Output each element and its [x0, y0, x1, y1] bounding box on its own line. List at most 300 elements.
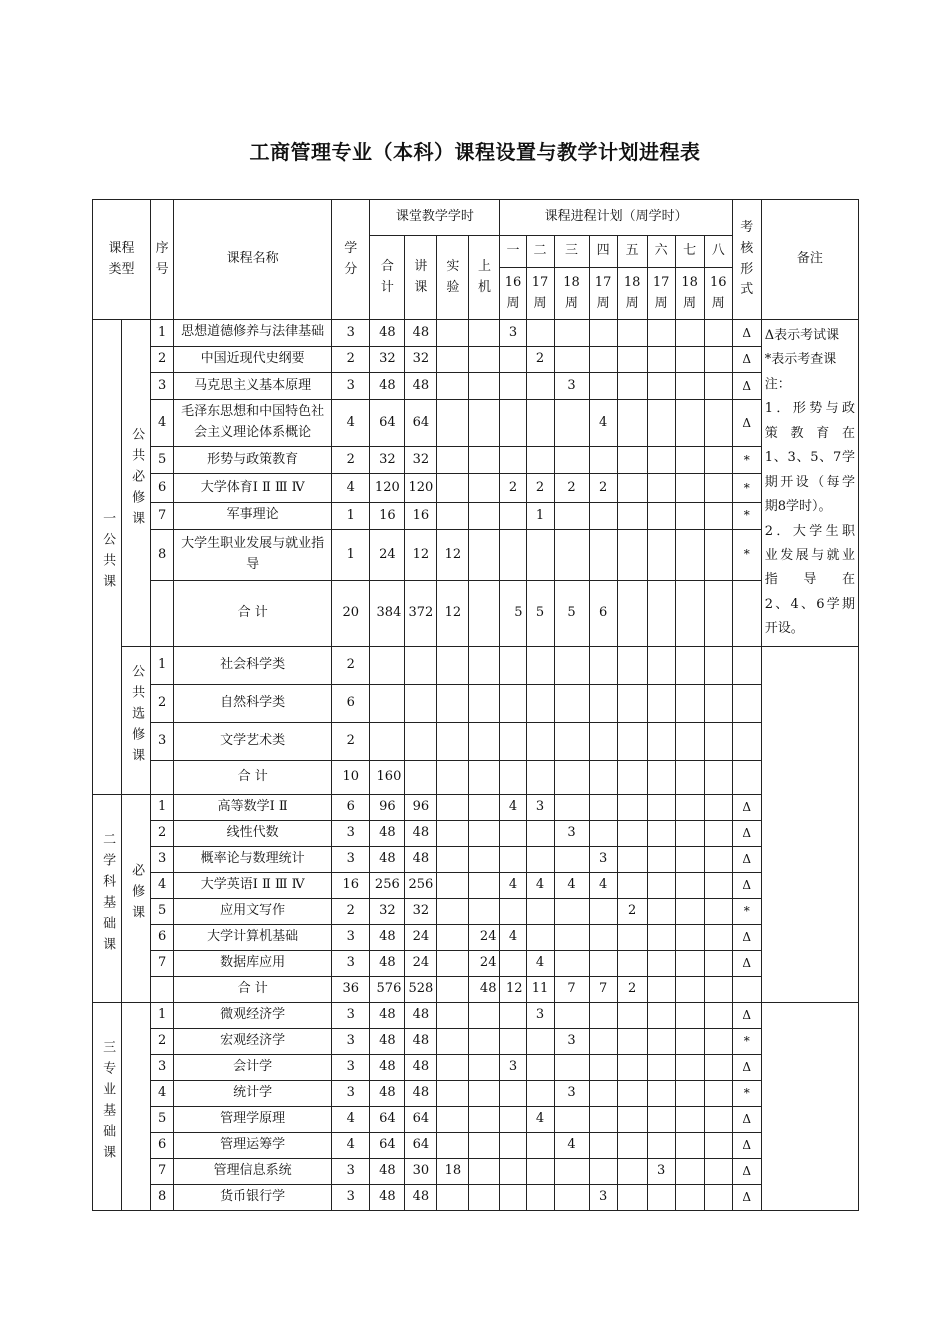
semester-hours-cell	[704, 320, 732, 347]
semester-hours-cell	[589, 760, 617, 794]
hours-computer-cell	[469, 1158, 500, 1184]
semester-hours-cell	[647, 924, 675, 950]
semester-hours-cell	[554, 502, 589, 529]
hours-lab-cell	[437, 1184, 469, 1210]
semester-hours-cell	[647, 646, 675, 684]
subtotal-row	[93, 580, 859, 646]
credit-cell: 36	[332, 976, 370, 1002]
semester-hours-cell	[617, 820, 647, 846]
sub-public-elective: 公共选修课	[122, 646, 151, 794]
semester-hours-cell	[500, 722, 526, 760]
credit-cell: 3	[332, 846, 370, 872]
hours-total-cell: 64	[370, 1132, 405, 1158]
group-discipline-basic: 二学科基础课	[93, 794, 122, 1002]
hours-computer-cell	[469, 898, 500, 924]
semester-hours-cell	[554, 684, 589, 722]
semester-hours-cell	[704, 400, 732, 447]
sub-blank	[122, 1002, 151, 1210]
semester-hours-cell	[675, 502, 704, 529]
seq-cell: 6	[151, 1132, 174, 1158]
header-course-type: 课程类型	[93, 200, 151, 320]
course-name-cell: 会计学	[174, 1054, 332, 1080]
seq-cell: 2	[151, 1028, 174, 1054]
table-row	[93, 320, 859, 347]
table-row	[93, 646, 859, 684]
semester-hours-cell	[617, 400, 647, 447]
semester-hours-cell	[589, 924, 617, 950]
semester-hours-cell	[554, 447, 589, 474]
seq-cell: 1	[151, 794, 174, 820]
semester-hours-cell	[647, 502, 675, 529]
seq-cell	[151, 580, 174, 646]
semester-hours-cell	[589, 684, 617, 722]
course-name-cell: 大学体育Ⅰ Ⅱ Ⅲ Ⅳ	[174, 474, 332, 503]
semester-hours-cell	[526, 898, 554, 924]
semester-hours-cell: 3	[554, 1080, 589, 1106]
semester-hours-cell	[526, 722, 554, 760]
exam-form-cell: *	[732, 447, 761, 474]
semester-hours-cell	[647, 373, 675, 400]
credit-cell: 3	[332, 320, 370, 347]
semester-hours-cell	[589, 1158, 617, 1184]
semester-hours-cell	[647, 1028, 675, 1054]
semester-hours-cell	[675, 1054, 704, 1080]
exam-form-cell: *	[732, 1028, 761, 1054]
semester-hours-cell	[617, 320, 647, 347]
hours-total-cell: 48	[370, 320, 405, 347]
hours-lecture-cell: 12	[405, 529, 437, 580]
semester-hours-cell	[675, 1080, 704, 1106]
hours-lab-cell: 18	[437, 1158, 469, 1184]
semester-hours-cell	[589, 950, 617, 976]
course-name-cell: 管理学原理	[174, 1106, 332, 1132]
hours-lab-cell	[437, 346, 469, 373]
semester-hours-cell	[675, 1002, 704, 1028]
credit-cell: 2	[332, 447, 370, 474]
hours-lecture-cell: 24	[405, 950, 437, 976]
semester-hours-cell	[647, 950, 675, 976]
hours-lab-cell: 12	[437, 580, 469, 646]
hours-computer-cell	[469, 474, 500, 503]
semester-hours-cell	[675, 447, 704, 474]
course-name-cell: 应用文写作	[174, 898, 332, 924]
semester-hours-cell: 3	[526, 794, 554, 820]
hours-total-cell: 16	[370, 502, 405, 529]
semester-hours-cell	[526, 1080, 554, 1106]
table-row	[93, 502, 859, 529]
hours-lab-cell	[437, 474, 469, 503]
semester-hours-cell	[704, 684, 732, 722]
hours-computer-cell	[469, 846, 500, 872]
header-semester: 二	[526, 236, 554, 268]
exam-form-cell: Δ	[732, 794, 761, 820]
semester-hours-cell	[647, 820, 675, 846]
semester-hours-cell: 1	[526, 502, 554, 529]
semester-hours-cell	[554, 1158, 589, 1184]
exam-form-cell: Δ	[732, 1054, 761, 1080]
hours-total-cell: 48	[370, 1054, 405, 1080]
course-name-cell: 管理信息系统	[174, 1158, 332, 1184]
course-name-cell: 概率论与数理统计	[174, 846, 332, 872]
semester-hours-cell	[526, 1028, 554, 1054]
credit-cell: 4	[332, 1106, 370, 1132]
semester-hours-cell	[617, 447, 647, 474]
hours-total-cell: 32	[370, 447, 405, 474]
semester-hours-cell	[647, 898, 675, 924]
hours-computer-cell	[469, 820, 500, 846]
hours-computer-cell	[469, 1028, 500, 1054]
semester-hours-cell	[675, 924, 704, 950]
hours-lecture-cell: 32	[405, 898, 437, 924]
exam-form-cell: Δ	[732, 1184, 761, 1210]
hours-lab-cell	[437, 684, 469, 722]
semester-hours-cell	[675, 529, 704, 580]
semester-hours-cell	[500, 1028, 526, 1054]
table-row	[93, 684, 859, 722]
semester-hours-cell	[500, 502, 526, 529]
exam-form-cell: Δ	[732, 400, 761, 447]
hours-lab-cell: 12	[437, 529, 469, 580]
semester-hours-cell: 2	[617, 976, 647, 1002]
hours-total-cell: 120	[370, 474, 405, 503]
remark-line: 1、3、5、7学	[764, 450, 855, 466]
semester-hours-cell	[617, 529, 647, 580]
header-class-hours: 课堂教学学时	[370, 200, 500, 236]
semester-hours-cell	[647, 794, 675, 820]
semester-hours-cell	[500, 1002, 526, 1028]
semester-hours-cell	[704, 447, 732, 474]
semester-hours-cell	[647, 1106, 675, 1132]
semester-hours-cell	[617, 373, 647, 400]
course-name-cell: 自然科学类	[174, 684, 332, 722]
hours-computer-cell	[469, 1184, 500, 1210]
semester-hours-cell	[500, 1184, 526, 1210]
hours-total-cell: 576	[370, 976, 405, 1002]
header-weeks: 17周	[589, 268, 617, 320]
semester-hours-cell	[589, 320, 617, 347]
semester-hours-cell: 4	[589, 400, 617, 447]
hours-computer-cell	[469, 1054, 500, 1080]
table-row	[93, 447, 859, 474]
hours-lecture-cell	[405, 722, 437, 760]
hours-computer-cell	[469, 502, 500, 529]
hours-computer-cell: 24	[469, 924, 500, 950]
semester-hours-cell	[704, 846, 732, 872]
header-exam-form: 考核形式	[732, 200, 761, 320]
hours-lecture-cell: 48	[405, 373, 437, 400]
semester-hours-cell	[704, 1184, 732, 1210]
exam-form-cell: Δ	[732, 872, 761, 898]
hours-lecture-cell: 528	[405, 976, 437, 1002]
semester-hours-cell	[675, 320, 704, 347]
group-public: 一公共课	[93, 320, 122, 795]
hours-lab-cell	[437, 1028, 469, 1054]
semester-hours-cell	[500, 646, 526, 684]
semester-hours-cell	[675, 760, 704, 794]
exam-form-cell: Δ	[732, 1002, 761, 1028]
semester-hours-cell: 7	[589, 976, 617, 1002]
header-weeks: 16周	[500, 268, 526, 320]
semester-hours-cell	[500, 684, 526, 722]
semester-hours-cell	[554, 794, 589, 820]
semester-hours-cell	[500, 1080, 526, 1106]
hours-total-cell: 160	[370, 760, 405, 794]
semester-hours-cell	[675, 1158, 704, 1184]
hours-computer-cell	[469, 320, 500, 347]
header-semester: 四	[589, 236, 617, 268]
semester-hours-cell	[554, 722, 589, 760]
hours-total-cell: 384	[370, 580, 405, 646]
credit-cell: 4	[332, 400, 370, 447]
semester-hours-cell	[589, 373, 617, 400]
hours-total-cell: 48	[370, 1028, 405, 1054]
semester-hours-cell: 3	[500, 1054, 526, 1080]
semester-hours-cell: 4	[554, 1132, 589, 1158]
seq-cell: 1	[151, 320, 174, 347]
semester-hours-cell	[675, 400, 704, 447]
semester-hours-cell	[554, 529, 589, 580]
semester-hours-cell	[554, 1054, 589, 1080]
semester-hours-cell	[704, 924, 732, 950]
semester-hours-cell	[526, 846, 554, 872]
header-weeks: 18周	[675, 268, 704, 320]
semester-hours-cell	[526, 400, 554, 447]
credit-cell: 3	[332, 1158, 370, 1184]
credit-cell: 20	[332, 580, 370, 646]
hours-computer-cell	[469, 1080, 500, 1106]
remark-line: 2、4、6学期	[764, 596, 855, 612]
seq-cell: 5	[151, 898, 174, 924]
exam-form-cell: Δ	[732, 950, 761, 976]
semester-hours-cell	[526, 1158, 554, 1184]
semester-hours-cell	[617, 1132, 647, 1158]
semester-hours-cell	[554, 760, 589, 794]
remark-line: 业发展与就业	[764, 547, 855, 563]
semester-hours-cell	[500, 1132, 526, 1158]
course-name-cell: 大学生职业发展与就业指导	[174, 529, 332, 580]
exam-form-cell: Δ	[732, 1106, 761, 1132]
hours-lab-cell	[437, 1054, 469, 1080]
hours-total-cell: 256	[370, 872, 405, 898]
course-name-cell: 高等数学Ⅰ Ⅱ	[174, 794, 332, 820]
semester-hours-cell	[554, 950, 589, 976]
semester-hours-cell: 3	[554, 820, 589, 846]
course-name-cell: 统计学	[174, 1080, 332, 1106]
exam-form-cell: Δ	[732, 820, 761, 846]
semester-hours-cell	[554, 1184, 589, 1210]
course-plan-table	[92, 199, 859, 1211]
exam-form-cell	[732, 722, 761, 760]
hours-lecture-cell: 32	[405, 447, 437, 474]
semester-hours-cell	[704, 1080, 732, 1106]
seq-cell: 7	[151, 950, 174, 976]
semester-hours-cell	[704, 722, 732, 760]
hours-total-cell: 24	[370, 529, 405, 580]
credit-cell: 3	[332, 924, 370, 950]
semester-hours-cell	[704, 1054, 732, 1080]
semester-hours-cell	[589, 1002, 617, 1028]
group-professional-basic: 三专业基础课	[93, 1002, 122, 1210]
semester-hours-cell: 2	[526, 346, 554, 373]
subtotal-row	[93, 760, 859, 794]
header-semester: 三	[554, 236, 589, 268]
semester-hours-cell	[675, 684, 704, 722]
seq-cell: 8	[151, 1184, 174, 1210]
hours-lab-cell	[437, 320, 469, 347]
hours-computer-cell	[469, 447, 500, 474]
semester-hours-cell	[526, 447, 554, 474]
hours-lecture-cell: 48	[405, 1080, 437, 1106]
semester-hours-cell	[647, 320, 675, 347]
seq-cell: 4	[151, 872, 174, 898]
semester-hours-cell	[647, 346, 675, 373]
remark-line: *表示考查课	[764, 352, 837, 368]
semester-hours-cell: 3	[554, 1028, 589, 1054]
hours-lecture-cell: 48	[405, 320, 437, 347]
exam-form-cell: *	[732, 898, 761, 924]
header-weeks: 17周	[647, 268, 675, 320]
semester-hours-cell: 2	[554, 474, 589, 503]
semester-hours-cell: 12	[500, 976, 526, 1002]
seq-cell: 3	[151, 722, 174, 760]
header-seq: 序号	[151, 200, 174, 320]
seq-cell: 5	[151, 447, 174, 474]
hours-computer-cell: 48	[469, 976, 500, 1002]
hours-computer-cell	[469, 1002, 500, 1028]
header-semester: 六	[647, 236, 675, 268]
semester-hours-cell	[675, 373, 704, 400]
semester-hours-cell	[617, 950, 647, 976]
semester-hours-cell: 4	[589, 872, 617, 898]
semester-hours-cell	[500, 846, 526, 872]
semester-hours-cell	[704, 1002, 732, 1028]
semester-hours-cell: 6	[589, 580, 617, 646]
semester-hours-cell	[617, 1106, 647, 1132]
semester-hours-cell	[647, 529, 675, 580]
hours-computer-cell	[469, 580, 500, 646]
semester-hours-cell	[589, 1028, 617, 1054]
header-credit: 学分	[332, 200, 370, 320]
header-semester: 八	[704, 236, 732, 268]
semester-hours-cell: 4	[554, 872, 589, 898]
semester-hours-cell	[554, 1002, 589, 1028]
course-name-cell: 军事理论	[174, 502, 332, 529]
hours-computer-cell	[469, 529, 500, 580]
semester-hours-cell	[675, 794, 704, 820]
semester-hours-cell	[704, 373, 732, 400]
credit-cell: 6	[332, 684, 370, 722]
semester-hours-cell	[704, 976, 732, 1002]
course-name-cell: 形势与政策教育	[174, 447, 332, 474]
semester-hours-cell: 3	[500, 320, 526, 347]
exam-form-cell	[732, 646, 761, 684]
course-name-cell: 文学艺术类	[174, 722, 332, 760]
hours-lab-cell	[437, 1080, 469, 1106]
semester-hours-cell	[589, 646, 617, 684]
semester-hours-cell: 4	[526, 872, 554, 898]
semester-hours-cell	[554, 646, 589, 684]
hours-total-cell: 48	[370, 1158, 405, 1184]
seq-cell: 3	[151, 846, 174, 872]
seq-cell: 3	[151, 1054, 174, 1080]
hours-lecture-cell: 64	[405, 1106, 437, 1132]
semester-hours-cell	[647, 447, 675, 474]
hours-lab-cell	[437, 1132, 469, 1158]
subtotal-row	[93, 976, 859, 1002]
remark-line: Δ表示考试课	[764, 328, 840, 343]
semester-hours-cell	[589, 1106, 617, 1132]
semester-hours-cell	[617, 722, 647, 760]
semester-hours-cell	[526, 646, 554, 684]
semester-hours-cell	[704, 1028, 732, 1054]
credit-cell: 3	[332, 1028, 370, 1054]
seq-cell: 1	[151, 1002, 174, 1028]
semester-hours-cell	[526, 924, 554, 950]
semester-hours-cell	[589, 529, 617, 580]
hours-computer-cell	[469, 760, 500, 794]
semester-hours-cell	[554, 320, 589, 347]
seq-cell: 6	[151, 474, 174, 503]
semester-hours-cell	[589, 820, 617, 846]
hours-lecture-cell	[405, 684, 437, 722]
hours-total-cell: 32	[370, 346, 405, 373]
hours-lecture-cell: 30	[405, 1158, 437, 1184]
sub-public-required: 公共必修课	[122, 320, 151, 647]
hours-computer-cell	[469, 872, 500, 898]
header-semester: 一	[500, 236, 526, 268]
hours-lab-cell	[437, 373, 469, 400]
exam-form-cell: Δ	[732, 373, 761, 400]
seq-cell: 4	[151, 400, 174, 447]
seq-cell: 5	[151, 1106, 174, 1132]
hours-lecture-cell: 64	[405, 1132, 437, 1158]
hours-lab-cell	[437, 820, 469, 846]
semester-hours-cell	[704, 1132, 732, 1158]
hours-computer-cell	[469, 722, 500, 760]
credit-cell: 3	[332, 1080, 370, 1106]
semester-hours-cell	[704, 820, 732, 846]
semester-hours-cell	[617, 760, 647, 794]
seq-cell: 2	[151, 684, 174, 722]
hours-computer-cell	[469, 1132, 500, 1158]
header-weeks: 17周	[526, 268, 554, 320]
table-row	[93, 722, 859, 760]
semester-hours-cell: 3	[554, 373, 589, 400]
hours-lab-cell	[437, 924, 469, 950]
semester-hours-cell	[704, 872, 732, 898]
hours-total-cell: 48	[370, 820, 405, 846]
exam-form-cell: Δ	[732, 924, 761, 950]
hours-computer-cell: 24	[469, 950, 500, 976]
semester-hours-cell	[500, 898, 526, 924]
hours-lab-cell	[437, 846, 469, 872]
exam-form-cell	[732, 684, 761, 722]
hours-lecture-cell: 96	[405, 794, 437, 820]
hours-lecture-cell: 120	[405, 474, 437, 503]
semester-hours-cell	[647, 872, 675, 898]
hours-lab-cell	[437, 872, 469, 898]
hours-lab-cell	[437, 400, 469, 447]
table-row	[93, 820, 859, 846]
semester-hours-cell	[554, 898, 589, 924]
table-row	[93, 1002, 859, 1028]
hours-computer-cell	[469, 400, 500, 447]
seq-cell: 4	[151, 1080, 174, 1106]
course-name-cell: 微观经济学	[174, 1002, 332, 1028]
header-course-name: 课程名称	[174, 200, 332, 320]
semester-hours-cell	[647, 474, 675, 503]
semester-hours-cell	[675, 872, 704, 898]
